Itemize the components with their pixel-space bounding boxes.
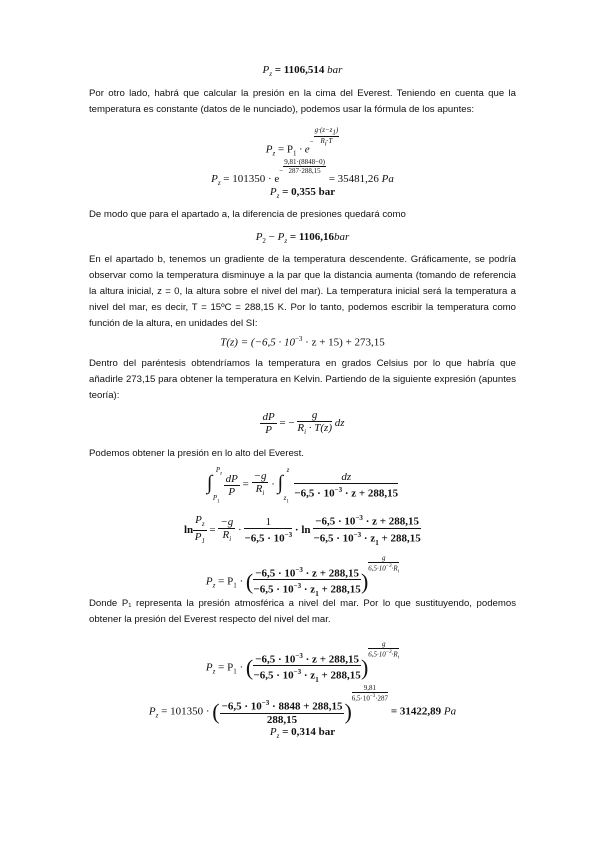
paragraph-4: Dentro del paréntesis obtendríamos la temperatura en grados Celsius por lo que habría que añadirle 273,15 para obtener la temperatura en Kelvin. Partiendo de la siguiente expresión (apuntes teoría): bbox=[89, 358, 516, 401]
equation-pressure-difference: $P_2 - P_z = 1106,16bar$ bbox=[255, 231, 350, 246]
paragraph-2: De modo que para el apartado a, la diferencia de presiones quedará como bbox=[89, 209, 406, 220]
equation-pz-1: $P_z = 1106,514$ bar bbox=[262, 64, 343, 79]
equation-power-3: $P_z = 101350$ · ( $\frac{-6,5 \cdot 10^{-3} \cdot 8848 + 288,15}{288,15}$ ) $\frac{9,81}{6,5\cdot 10^{-3}\cdot 287}$ = 31422,89 Pa bbox=[148, 684, 457, 727]
equation-power-1: $P_z = P_1$ · ( $\frac{-6,5 \cdot 10^{-3} \cdot z + 288,15}{-6,5 \cdot 10^{-3} \cdot z_1 + 288,15}$ ) $\frac{g}{6,5\cdot 10^{-3}\cdot R_i}$ bbox=[205, 554, 400, 599]
paragraph-5: Podemos obtener la presión en lo alto del Everest. bbox=[89, 448, 304, 459]
equation-temperature: $T(z) = (-6,5 \cdot 10^{-3} \cdot z + 15) + 273,15$ bbox=[220, 335, 385, 349]
equation-pz-2: $P_z = 0,355$ bar bbox=[269, 186, 336, 201]
paragraph-6: Donde P₁ representa la presión atmosférica a nivel del mar. Por lo que sustituyendo, podemos obtener la presión del Everest respecto del nivel del mar. bbox=[89, 598, 516, 625]
paragraph-1: Por otro lado, habrá que calcular la presión en la cima del Everest. Teniendo en cuenta que la temperatura es constante (datos de le nunciado), podemos usar la fórmula de los apuntes: bbox=[89, 88, 516, 115]
equation-pressure-calc: $P_z = 101350 \cdot e^-$ $\frac{9,81\cdot(8848-0)}{287\cdot 288,15}$ = 35481,26 Pa bbox=[211, 158, 394, 188]
equation-log: ln $\frac{P_z}{P_1}$ = $\frac{-g}{R_i}$ · $\frac{1}{-6,5 \cdot 10^{-3}}$ · ln $\frac{-6,5 \cdot 10^{-3} \cdot z + 288,15}{-6,5 \cdot 10^{-3} \cdot z_1 + 288,15}$ bbox=[183, 513, 421, 547]
equation-barometric-formula: $P_z = P_1 \cdot e^-$ $\frac{g\cdot(z-z_1)}{R_i\cdot T}$ bbox=[265, 126, 339, 158]
equation-differential: $\frac{dP}{P}$ = − $\frac{g}{R_i \cdot T(z)}$ dz bbox=[262, 409, 345, 437]
paragraph-3: En el apartado b, tenemos un gradiente de la temperatura descendente. Gráficamente, se podría observar como la temperatura disminuye a la par que la distancia aumenta (tomando de referencia la altura inicial, z = 0, la altura sobre el nivel del mar). La temperatura inicial será la temperatura a nivel del mar, es decir, T = 15ºC = 288,15 K. Por lo tanto, podemos escribir la temperatura como función de la altura, en unidades del SI: bbox=[89, 254, 516, 329]
equation-power-2: $P_z = P_1$ · ( $\frac{-6,5 \cdot 10^{-3} \cdot z + 288,15}{-6,5 \cdot 10^{-3} \cdot z_1 + 288,15}$ ) $\frac{g}{6,5\cdot 10^{-3}\cdot R_i}$ bbox=[205, 640, 400, 685]
equation-integral: ∫ $P_z$ $P_1$ $\frac{dP}{P}$ = $\frac{-g}{R_i}$ · ∫ z $z_1$ $\frac{dz}{-6,5 \cdot 10^{-3} \cdot z + 288,15}$ bbox=[206, 466, 399, 505]
equation-pz-final: $P_z = 0,314$ bar bbox=[269, 726, 336, 741]
